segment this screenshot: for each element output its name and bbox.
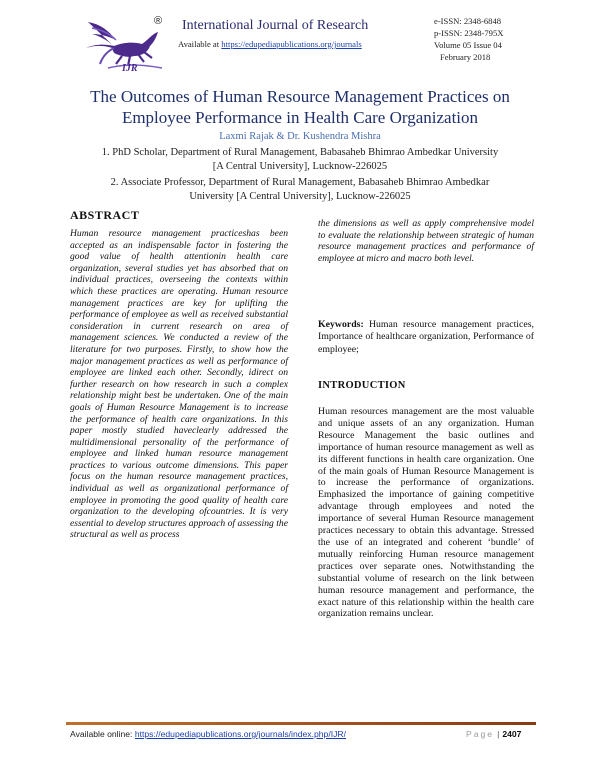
affiliation-2-line-1: 2. Associate Professor, Department of Rural Management, Babasaheb Bhimrao Ambedkar [110,177,490,188]
eissn: e-ISSN: 2348-6848 [434,16,502,26]
abstract-body: Human resource management practiceshas been accepted as an indispensable factor in fostering the good value of health attentionin health care organization, several studies yet has absorbed that on individual practices, overseeing the contexts within which these practices are operating. Human resource management practices are key for uplifting the performance of employee as well as received substantial consideration in current research on area of management sciences. We conducted a review of the literature for two purposes. Firstly, to show how the major management practices as well as performance of employee are linked each other. Secondly, idirect on further research on how research in such a complex relationship might best be undertaken. One of the main goals of Human Resource Management is to increase the performance of health care organizations. In this paper mostly studied haveclearly addressed the multidimensional personality of the performance of employee and linked human resource management practices to various outcome dimensions. This paper focus on the human resource management practices, individual as well as organizational performance of employee in promoting the good quality of health care organization to the developing ofcountries. It is very essential to develop structures approach of assessing the structural as well as process [70,228,288,541]
paper-title-line-2: Employee Performance in Health Care Organization [121,108,479,127]
paper-authors: Laxmi Rajak & Dr. Kushendra Mishra [219,131,381,142]
header-journal-link[interactable]: https://edupediapublications.org/journals [221,39,362,49]
journal-title: International Journal of Research [182,18,369,33]
affiliation-2-line-2: University [A Central University], Lucknow-226025 [189,191,411,202]
affiliation-1 [60,146,540,174]
introduction-heading: INTRODUCTION [318,380,406,391]
keywords [318,319,534,356]
page-number-block [466,729,521,739]
page-separator: | [497,729,500,739]
pissn: p-ISSN: 2348-795X [434,28,504,38]
logo-text: IJR [122,63,138,72]
registered-mark: ® [154,15,163,27]
paper-title-line-1: The Outcomes of Human Resource Management Practices on [90,87,510,106]
volume-issue: Volume 05 Issue 04 [434,40,502,50]
journal-logo [78,14,170,72]
affiliation-2 [60,176,540,204]
pegasus-logo-icon [78,14,170,72]
header-available-label: Available at [178,39,222,49]
affiliation-1-line-2: [A Central University], Lucknow-226025 [212,161,388,172]
footer-journal-link[interactable]: https://edupediapublications.org/journals/index.php/IJR/ [134,729,346,739]
header-availability [178,39,362,49]
footer-divider [66,722,536,725]
affiliation-1-line-1: 1. PhD Scholar, Department of Rural Management, Babasaheb Bhimrao Ambedkar University [101,147,499,158]
keywords-label: Keywords: [318,319,364,330]
issue-date: February 2018 [440,52,491,62]
keywords-text: Human resource management practices, Importance of healthcare organization, Performance of employee; [318,319,534,355]
page-number: 2407 [502,729,522,739]
abstract-heading: ABSTRACT [70,208,140,222]
page-label: Page [466,729,495,739]
introduction-body: Human resources management are the most valuable and unique assets of an any organization. Human Resource Management the basic outlines and importance of human resource management as well as its different functions in health care organization. One of the main goals of Human Resource Management is to increase the performance of organizations. Emphasized the importance of gaining competitive advantage through employees and noted the importance of several Human Resource management practices necessary to obtain this advantage. Stressed the use of an integrated and coherent ‘bundle’ of mutually reinforcing Human resource management practices over separate ones. Notwithstanding the substantial volume of research on the link between human resource management and performance, the exact nature of this relationship within the health care organization remains unclear. [318,406,534,620]
abstract-continuation: the dimensions as well as apply comprehensive model to evaluate the relationship between strategic of human resource management practices and performance of employee at micro and macro both level. [318,218,534,264]
paper-title [40,86,560,128]
footer-availability [70,729,346,739]
footer-available-label: Available online: [70,729,135,739]
